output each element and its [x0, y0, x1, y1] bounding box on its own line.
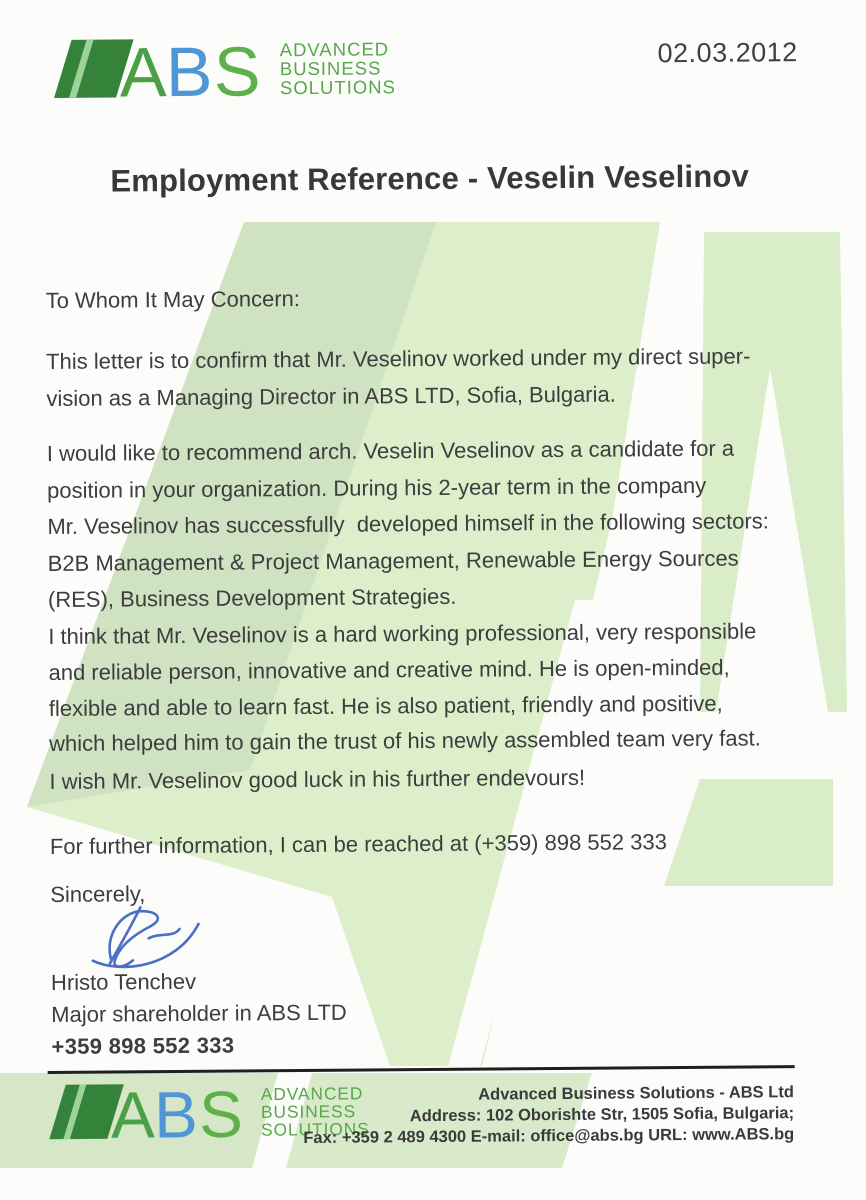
paragraph-contact: For further information, I can be reached at (+359) 898 552 333: [49, 829, 668, 860]
letter-date: 02.03.2012: [657, 37, 798, 69]
footer-contact-block: [303, 1082, 794, 1148]
footer-fax-email-url-line: Fax: +359 2 489 4300 E-mail: office@abs.bg URL: www.ABS.bg: [303, 1124, 795, 1147]
closing: Sincerely,: [50, 881, 146, 908]
signer-name: Hristo Tenchev: [50, 968, 197, 996]
signer-phone: +359 898 552 333: [51, 1032, 235, 1060]
abs-logo-header: [54, 34, 408, 101]
signature-block: [51, 965, 347, 1063]
footer-divider: [48, 1065, 795, 1074]
paragraph-qualities: I think that Mr. Veselinov is a hard working professional, very responsible and reliable person, innovative and creative mind. He is open-minded, flexible and able to learn fast. He is also patient, friendly and positive, which helped him to gain the trust of his newly assembled team very fast.: [48, 618, 761, 757]
paragraph-confirmation: This letter is to confirm that Mr. Veselinov worked under my direct super- vision as a Managing Director in ABS LTD, Sofia, Bulgaria.: [46, 343, 751, 411]
paragraph-good-luck: I wish Mr. Veselinov good luck in his further endevours!: [49, 764, 586, 795]
footer-company-line: Advanced Business Solutions - ABS Ltd: [478, 1083, 794, 1104]
paragraph-recommendation: I would like to recommend arch. Veselin Veselinov as a candidate for a position in your organization. During his 2-year term in the company Mr. Veselinov has successfully developed himself in the following sectors: B2B Management & Project Management, Renewable Energy Sources (RES), Business Development Strategies.: [46, 435, 769, 613]
signer-role: Major shareholder in ABS LTD: [51, 999, 347, 1028]
footer-address-line: Address: 102 Oborishte Str, 1505 Sofia, Bulgaria;: [409, 1103, 795, 1125]
handwritten-signature-icon: [78, 898, 219, 973]
salutation: To Whom It May Concern:: [45, 286, 301, 314]
letter-title: Employment Reference - Veselin Veselinov: [110, 158, 750, 199]
